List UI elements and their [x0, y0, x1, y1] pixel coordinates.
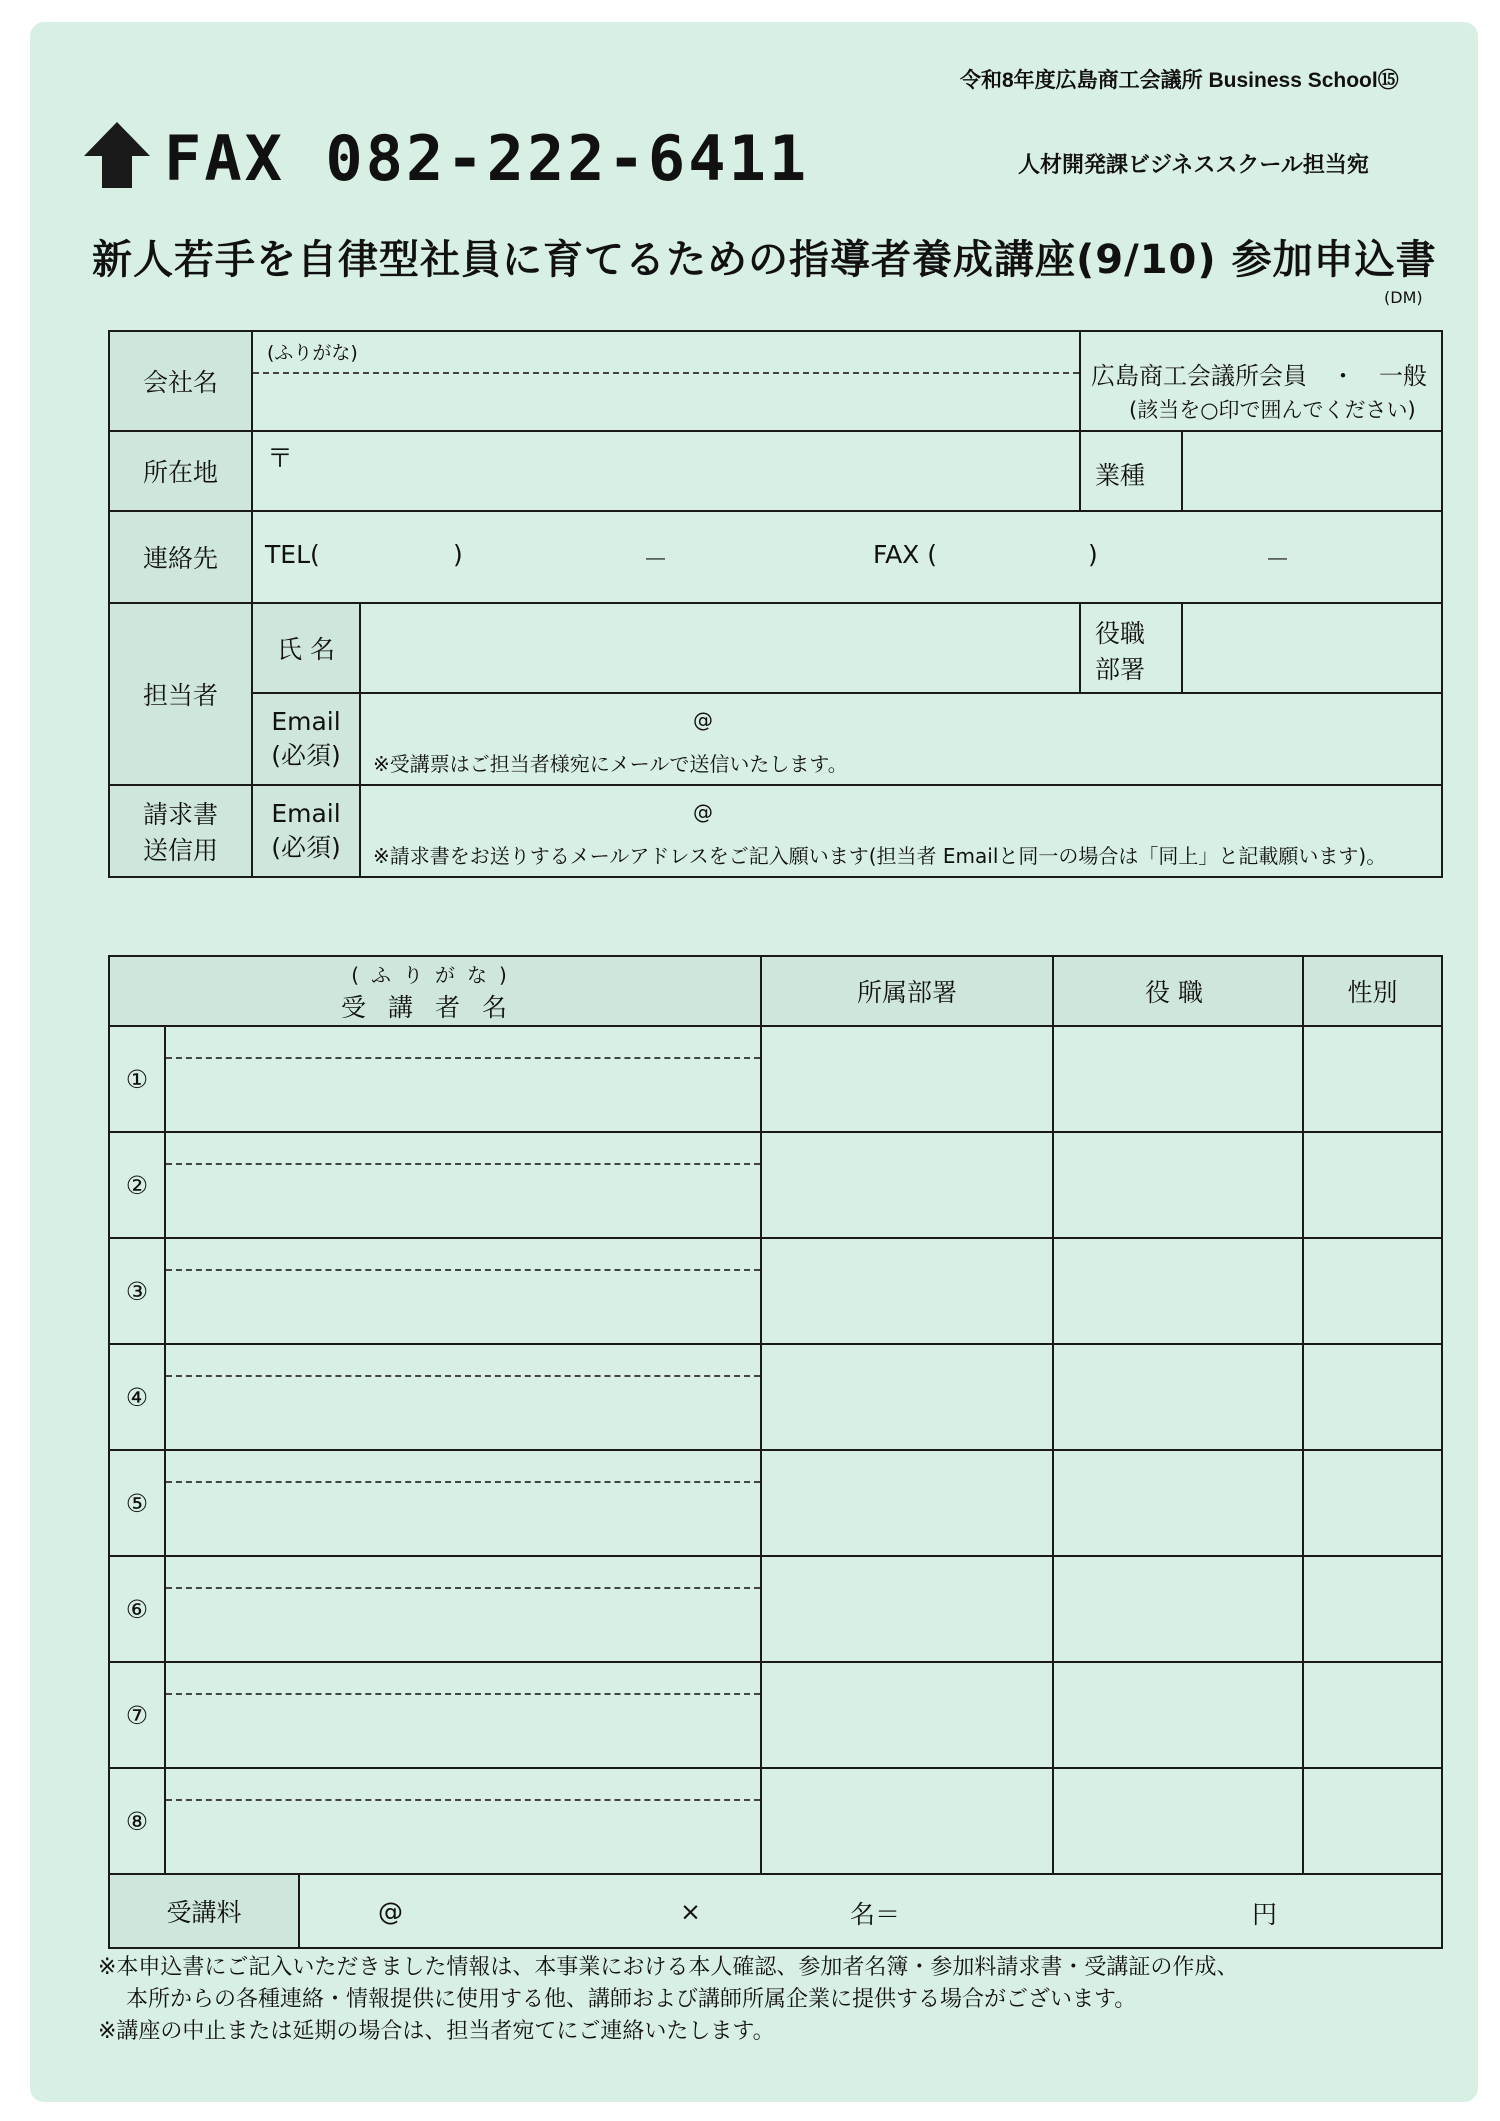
attendee-gender-field[interactable] [1303, 1450, 1442, 1556]
invoice-email-at: @ [693, 800, 713, 824]
email-label: Email [271, 706, 341, 736]
invoice-label: 請求書 [142, 800, 218, 829]
attendee-number: ⑤ [109, 1450, 165, 1556]
attendee-dept-field[interactable] [761, 1132, 1053, 1238]
attendee-gender-field[interactable] [1303, 1344, 1442, 1450]
address-field[interactable] [252, 431, 1080, 511]
attendee-dept-field[interactable] [761, 1662, 1053, 1768]
attendee-post-field[interactable] [1053, 1344, 1303, 1450]
email-label-cell [252, 693, 360, 785]
fee-yen: 円 [1252, 1900, 1278, 1929]
attendee-post-field[interactable] [1053, 1238, 1303, 1344]
industry-cell[interactable] [1080, 431, 1442, 511]
fee-at: @ [378, 1897, 403, 1926]
footnote-1: ※本申込書にご記入いただきました情報は、本事業における本人確認、参加者名簿・参加料請求書・受講証の作成、 [98, 1955, 1239, 1980]
dept-label: 部署 [1095, 655, 1146, 684]
attendee-row [109, 1344, 1442, 1450]
tel-label: TEL( [265, 540, 320, 569]
fee-count: 名＝ [850, 1900, 901, 1929]
fax-dash: － [1265, 545, 1291, 574]
attendees-table [108, 955, 1443, 1949]
attendee-name-field[interactable] [165, 1556, 761, 1662]
fee-label: 受講料 [109, 1874, 299, 1948]
page-title: 新人若手を自律型社員に育てるための指導者養成講座(9/10) 参加申込書 [92, 237, 1437, 283]
attendee-name-field[interactable] [165, 1768, 761, 1874]
attendee-gender-field[interactable] [1303, 1132, 1442, 1238]
attendee-furigana: (ふりがな) [351, 962, 519, 987]
gender-header: 性別 [1303, 956, 1442, 1026]
applicant-table [108, 330, 1443, 878]
attendee-gender-field[interactable] [1303, 1238, 1442, 1344]
attendee-number: ⑥ [109, 1556, 165, 1662]
attendee-number: ① [109, 1026, 165, 1132]
attendee-post-field[interactable] [1053, 1132, 1303, 1238]
attendee-number: ② [109, 1132, 165, 1238]
industry-label: 業種 [1095, 461, 1146, 490]
school-header: 令和8年度広島商工会議所 Business School⑮ [960, 69, 1399, 92]
attendee-row [109, 1768, 1442, 1874]
tel-close: ) [453, 540, 463, 569]
attendee-post-field[interactable] [1053, 1662, 1303, 1768]
email-note: ※受講票はご担当者様宛にメールで送信いたします。 [373, 752, 848, 776]
fax-number: FAX 082-222-6411 [164, 122, 810, 195]
invoice-label-2: 送信用 [142, 836, 218, 865]
attendee-number: ⑧ [109, 1768, 165, 1874]
attendee-row [109, 1132, 1442, 1238]
dm-mark: (DM) [1384, 288, 1423, 307]
invoice-email-field[interactable] [360, 785, 1442, 877]
postal-mark: 〒 [267, 444, 294, 474]
membership-cell[interactable] [1080, 331, 1442, 431]
company-field[interactable] [252, 331, 1080, 431]
furigana-label: (ふりがな) [267, 342, 358, 364]
name-label: 氏 名 [252, 603, 360, 693]
attendee-row [109, 1662, 1442, 1768]
attendee-gender-field[interactable] [1303, 1768, 1442, 1874]
up-arrow-icon [82, 120, 152, 190]
fee-field[interactable] [299, 1874, 1442, 1948]
membership-options: 広島商工会議所会員 ・ 一般 [1091, 362, 1427, 390]
attendee-gender-field[interactable] [1303, 1556, 1442, 1662]
attendee-name-field[interactable] [165, 1662, 761, 1768]
invoice-note: ※請求書をお送りするメールアドレスをご記入願います(担当者 Emailと同一の場合は「同上」と記載願います)。 [373, 844, 1387, 868]
attendee-name-field[interactable] [165, 1344, 761, 1450]
invoice-email-label: Email [271, 798, 341, 828]
footnote-3: ※講座の中止または延期の場合は、担当者宛てにご連絡いたします。 [98, 2019, 775, 2044]
attendee-gender-field[interactable] [1303, 1026, 1442, 1132]
attendee-name-label: 受講者名 [341, 992, 530, 1022]
company-label: 会社名 [109, 331, 252, 431]
attendee-name-field[interactable] [165, 1132, 761, 1238]
fax-label: FAX ( [873, 540, 938, 569]
attendee-row [109, 1556, 1442, 1662]
attendee-dept-field[interactable] [761, 1768, 1053, 1874]
invoice-email-label-cell [252, 785, 360, 877]
person-label: 担当者 [109, 603, 252, 785]
attendee-row [109, 1450, 1442, 1556]
attendee-dept-field[interactable] [761, 1026, 1053, 1132]
attendee-number: ⑦ [109, 1662, 165, 1768]
email-at: @ [693, 708, 713, 732]
person-name-field[interactable] [360, 603, 1080, 693]
dept-header: 所属部署 [761, 956, 1053, 1026]
contact-label: 連絡先 [109, 511, 252, 603]
post-label: 役職 [1095, 619, 1146, 648]
email-required: (必須) [271, 740, 341, 770]
attendee-name-field[interactable] [165, 1026, 761, 1132]
attendee-row [109, 1238, 1442, 1344]
email-field[interactable] [360, 693, 1442, 785]
post-cell[interactable] [1080, 603, 1442, 693]
attendee-gender-field[interactable] [1303, 1662, 1442, 1768]
attendee-dept-field[interactable] [761, 1450, 1053, 1556]
attendee-dept-field[interactable] [761, 1344, 1053, 1450]
attendee-number: ④ [109, 1344, 165, 1450]
attendee-row [109, 1026, 1442, 1132]
attendee-name-field[interactable] [165, 1238, 761, 1344]
membership-note: (該当を○印で囲んでください) [1129, 398, 1416, 422]
contact-field[interactable] [252, 511, 1442, 603]
address-label: 所在地 [109, 431, 252, 511]
tel-dash: － [643, 545, 669, 574]
invoice-email-required: (必須) [271, 832, 341, 862]
attendee-post-field[interactable] [1053, 1768, 1303, 1874]
attendee-name-header [109, 956, 761, 1026]
footnote-2: 本所からの各種連絡・情報提供に使用する他、講師および講師所属企業に提供する場合がございます。 [126, 1987, 1137, 2012]
attendee-number: ③ [109, 1238, 165, 1344]
fee-times: × [680, 1897, 701, 1926]
fax-close: ) [1088, 540, 1098, 569]
post-header: 役職 [1053, 956, 1303, 1026]
attendee-post-field[interactable] [1053, 1450, 1303, 1556]
recipient-dept: 人材開発課ビジネススクール担当宛 [1018, 153, 1369, 178]
invoice-label-cell [109, 785, 252, 877]
attendee-post-field[interactable] [1053, 1026, 1303, 1132]
attendee-name-field[interactable] [165, 1450, 761, 1556]
attendee-dept-field[interactable] [761, 1238, 1053, 1344]
attendee-post-field[interactable] [1053, 1556, 1303, 1662]
attendee-dept-field[interactable] [761, 1556, 1053, 1662]
